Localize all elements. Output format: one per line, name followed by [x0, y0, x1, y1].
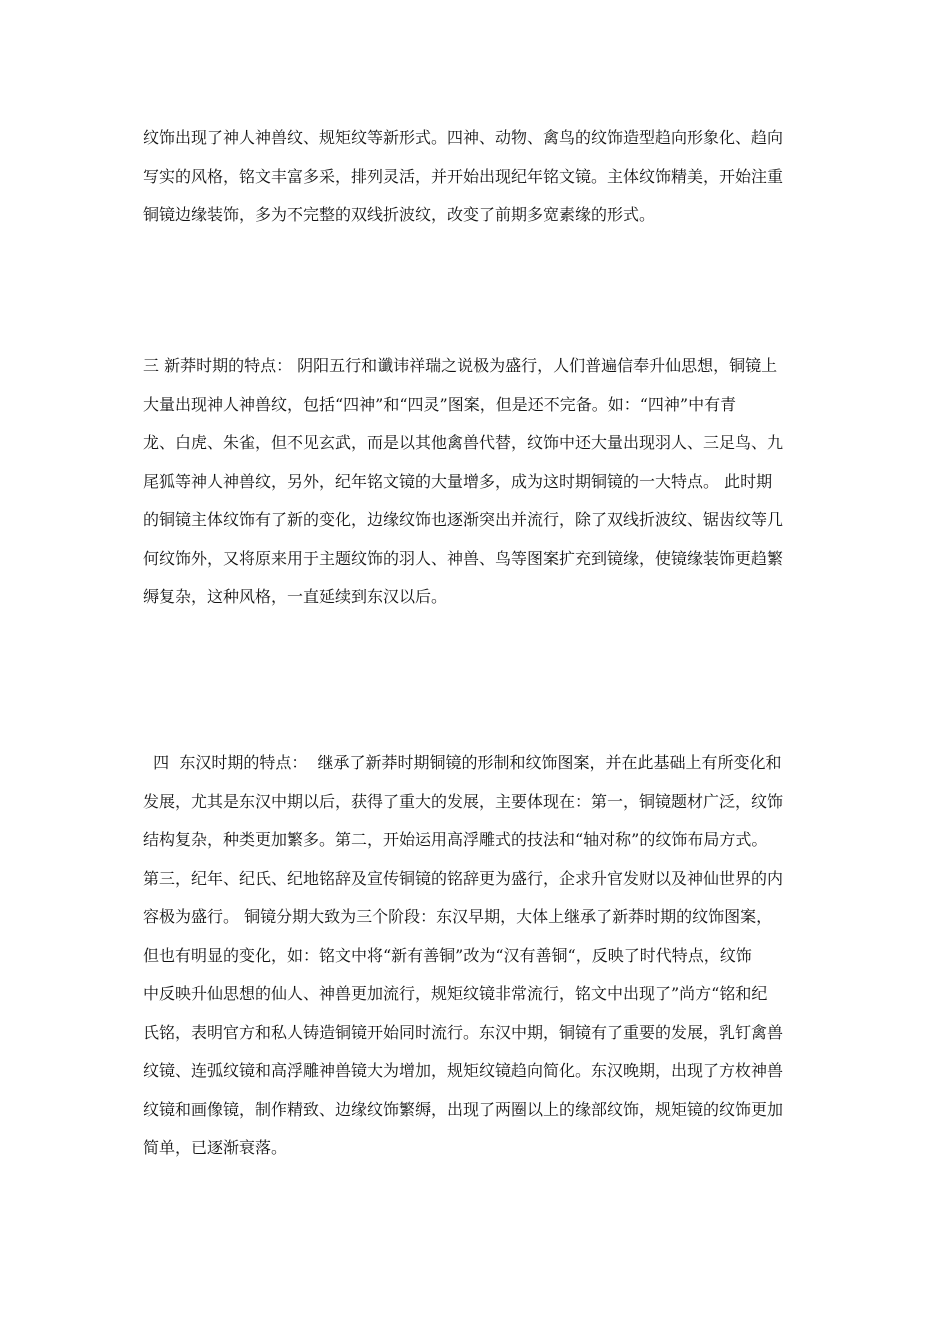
- text-line: 氏铭，表明官方和私人铸造铜镜开始同时流行。东汉中期，铜镜有了重要的发展，乳钉禽兽: [143, 1022, 784, 1042]
- text-line: 龙、白虎、朱雀，但不见玄武，而是以其他禽兽代替，纹饰中还大量出现羽人、三足鸟、九: [143, 433, 784, 452]
- text-line: 第三，纪年、纪氏、纪地铭辞及宣传铜镜的铭辞更为盛行，企求升官发财以及神仙世界的内: [143, 868, 784, 888]
- text-line: 但也有明显的变化，如：铭文中将“新有善铜”改为“汉有善铜“，反映了时代特点，纹饰: [143, 945, 752, 965]
- text-line: 何纹饰外，又将原来用于主题纹饰的羽人、神兽、鸟等图案扩充到镜缘，使镜缘装饰更趋繁: [143, 548, 784, 568]
- text-line: 结构复杂，种类更加繁多。第二，开始运用高浮雕式的技法和“轴对称”的纹饰布局方式。: [143, 830, 768, 849]
- text-line: 容极为盛行。 铜镜分期大致为三个阶段：东汉早期，大体上继承了新莽时期的纹饰图案，: [143, 907, 773, 926]
- text-line: 纹镜和画像镜，制作精致、边缘纹饰繁缛，出现了两圈以上的缘部纹饰，规矩镜的纹饰更加: [143, 1099, 784, 1119]
- text-line: 尾狐等神人神兽纹，另外，纪年铭文镜的大量增多，成为这时期铜镜的一大特点。 此时期: [143, 471, 773, 491]
- text-line: 三 新莽时期的特点： 阴阳五行和谶讳祥瑞之说极为盛行，人们普遍信奉升仙思想，铜镜上: [143, 356, 778, 375]
- paragraph-bronze-mirror-decoration: [143, 119, 813, 235]
- text-line: 中反映升仙思想的仙人、神兽更加流行，规矩纹镜非常流行，铭文中出现了”尚方“铭和纪: [143, 984, 768, 1003]
- paragraph-eastern-han-period: [143, 744, 813, 1168]
- text-line: 缛复杂，这种风格，一直延续到东汉以后。: [143, 587, 448, 606]
- text-line: 的铜镜主体纹饰有了新的变化，边缘纹饰也逐渐突出并流行，除了双线折波纹、锯齿纹等几: [143, 510, 784, 529]
- text-line: 发展，尤其是东汉中期以后，获得了重大的发展，主要体现在：第一，铜镜题材广泛，纹饰: [143, 791, 784, 811]
- text-line: 写实的风格，铭文丰富多采，排列灵活，并开始出现纪年铭文镜。主体纹饰精美，开始注重: [143, 166, 784, 186]
- text-line: 铜镜边缘装饰，多为不完整的双线折波纹，改变了前期多宽素缘的形式。: [143, 205, 656, 224]
- text-line: 大量出现神人神兽纹，包括“四神”和“四灵”图案，但是还不完备。如：“四神”中有青: [143, 394, 737, 414]
- text-line: 四 东汉时期的特点： 继承了新莽时期铜镜的形制和纹饰图案，并在此基础上有所变化和: [143, 753, 782, 772]
- text-line: 纹饰出现了神人神兽纹、规矩纹等新形式。四神、动物、禽鸟的纹饰造型趋向形象化、趋向: [143, 128, 784, 147]
- text-line: 简单，已逐渐衰落。: [143, 1138, 288, 1157]
- text-line: 纹镜、连弧纹镜和高浮雕神兽镜大为增加，规矩纹镜趋向简化。东汉晚期，出现了方枚神兽: [143, 1061, 784, 1080]
- paragraph-xinmang-period: [143, 347, 813, 617]
